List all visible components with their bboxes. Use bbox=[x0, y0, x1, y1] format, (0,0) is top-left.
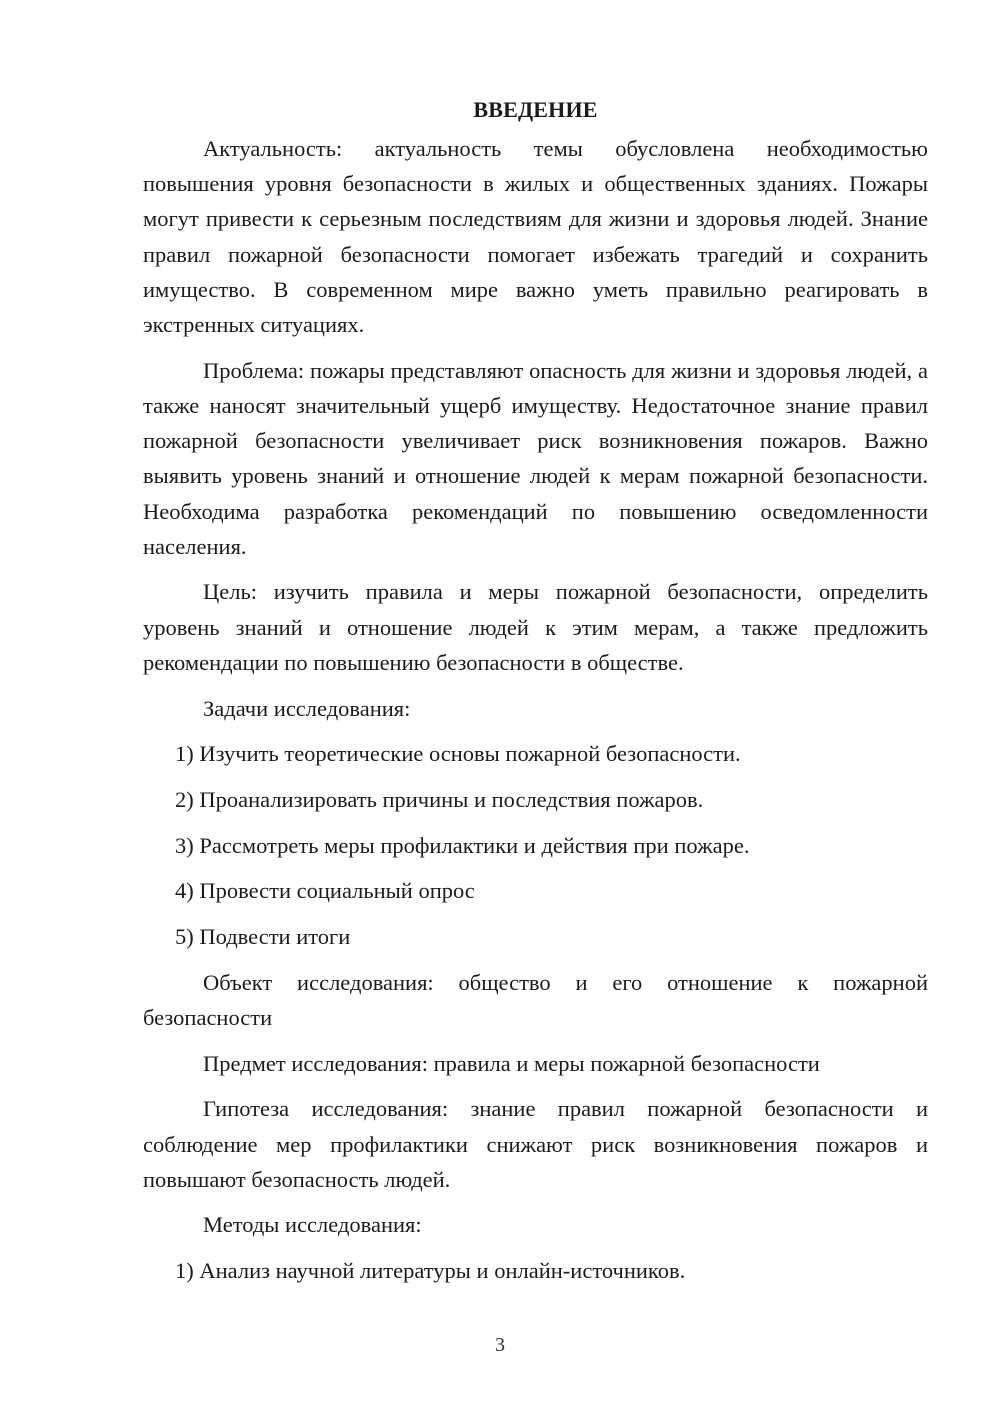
relevance-paragraph: Актуальность: актуальность темы обусловлена необходимостью повышения уровня безопасности в жилых и общественных зданиях. Пожары могут привести к серьезным последствиям для жизни и здоровья людей. Знание правил пожарной безопасности помогает избежать трагедий и сохранить имущество. В современном мире важно уметь правильно реагировать в экстренных ситуациях. bbox=[143, 136, 928, 338]
list-item: 1) Изучить теоретические основы пожарной безопасности. bbox=[175, 741, 741, 767]
list-item: 5) Подвести итоги bbox=[175, 924, 351, 950]
hypothesis-paragraph: Гипотеза исследования: знание правил пожарной безопасности и соблюдение мер профилактики снижают риск возникновения пожаров и повышают безопасность людей. bbox=[143, 1096, 928, 1192]
list-item: 1) Анализ научной литературы и онлайн-источников. bbox=[175, 1258, 686, 1284]
list-item: 3) Рассмотреть меры профилактики и действия при пожаре. bbox=[175, 832, 750, 858]
tasks-list bbox=[143, 736, 928, 954]
methods-heading: Методы исследования: bbox=[203, 1212, 422, 1238]
list-item: 2) Проанализировать причины и последствия пожаров. bbox=[175, 786, 704, 812]
methods-list bbox=[143, 1253, 928, 1288]
problem-paragraph: Проблема: пожары представляют опасность для жизни и здоровья людей, а также наносят значительный ущерб имуществу. Недостаточное знание правил пожарной безопасности увеличивает риск возникновения пожаров. Важно выявить уровень знаний и отношение людей к мерам пожарной безопасности. Необходима разработка рекомендаций по повышению осведомленности населения. bbox=[143, 357, 928, 559]
object-paragraph: Объект исследования: общество и его отношение к пожарной безопасности bbox=[143, 969, 928, 1030]
subject-paragraph: Предмет исследования: правила и меры пожарной безопасности bbox=[203, 1050, 820, 1076]
page-title: ВВЕДЕНИЕ bbox=[473, 97, 598, 122]
list-item: 4) Провести социальный опрос bbox=[175, 878, 475, 904]
tasks-heading: Задачи исследования: bbox=[203, 695, 411, 721]
page-number: 3 bbox=[495, 1334, 505, 1356]
goal-paragraph: Цель: изучить правила и меры пожарной безопасности, определить уровень знаний и отношение людей к этим мерам, а также предложить рекомендации по повышению безопасности в обществе. bbox=[143, 579, 928, 675]
document-page bbox=[143, 93, 928, 1299]
